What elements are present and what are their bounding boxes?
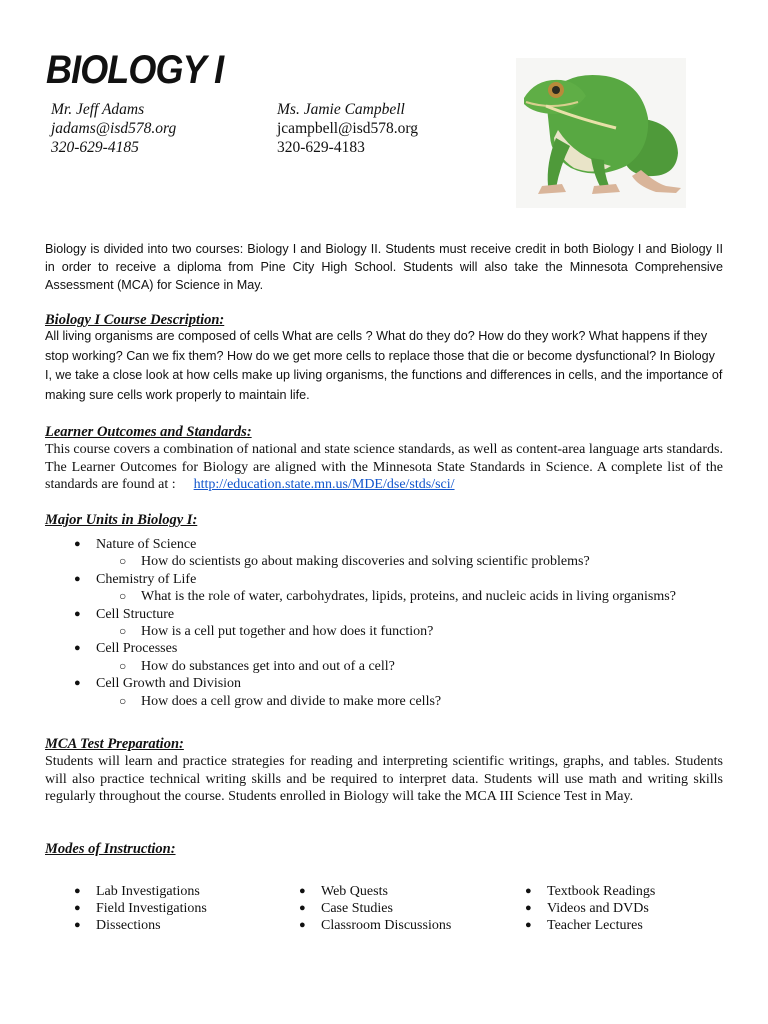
mode-label: Case Studies bbox=[321, 901, 393, 916]
unit-question: What is the role of water, carbohydrates, lipids, proteins, and nucleic acids in living organisms? bbox=[141, 589, 676, 605]
bullet-icon: ● bbox=[74, 538, 81, 550]
bullet-icon: ● bbox=[525, 885, 532, 897]
bullet-icon: ● bbox=[525, 902, 532, 914]
bullet-icon: ● bbox=[74, 642, 81, 655]
mode-label: Dissections bbox=[96, 918, 161, 933]
circle-bullet-icon: ○ bbox=[119, 589, 127, 604]
mode-label: Lab Investigations bbox=[96, 884, 200, 899]
list-item bbox=[45, 658, 745, 675]
list-item bbox=[45, 675, 745, 692]
bullet-icon: ● bbox=[525, 919, 532, 931]
bullet-icon: ● bbox=[74, 572, 81, 585]
circle-bullet-icon: ○ bbox=[119, 623, 127, 638]
teacher-phone: 320-629-4185 bbox=[51, 139, 139, 156]
unit-question: How do scientists go about making discoveries and solving scientific problems? bbox=[141, 554, 590, 570]
unit-name: Cell Growth and Division bbox=[96, 676, 242, 692]
teacher-phone: 320-629-4183 bbox=[277, 139, 365, 156]
circle-bullet-icon: ○ bbox=[119, 554, 127, 569]
mode-label: Textbook Readings bbox=[547, 884, 656, 899]
page-title: BIOLOGY I bbox=[46, 48, 224, 92]
learner-outcomes-heading: Learner Outcomes and Standards: bbox=[45, 424, 252, 440]
teacher-name: Ms. Jamie Campbell bbox=[277, 101, 405, 118]
mca-prep-heading: MCA Test Preparation: bbox=[45, 736, 184, 752]
list-item bbox=[45, 640, 745, 657]
list-item bbox=[45, 606, 745, 623]
teacher-email: jadams@isd578.org bbox=[51, 120, 177, 137]
bullet-icon: ● bbox=[299, 919, 306, 931]
unit-question: How do substances get into and out of a cell? bbox=[141, 658, 395, 674]
course-description-heading: Biology I Course Description: bbox=[45, 312, 225, 328]
learner-outcomes-body: This course covers a combination of national and state science standards, as well as content-area language arts standards. The Learner Outcomes for Biology are aligned with the Minnesota State Standards in Science. A complete list of the standards are found at : bbox=[45, 442, 723, 493]
bullet-icon: ● bbox=[74, 677, 81, 690]
mode-label: Web Quests bbox=[321, 884, 388, 899]
modes-heading: Modes of Instruction: bbox=[45, 841, 176, 857]
bullet-icon: ● bbox=[299, 902, 306, 914]
learner-outcomes-text bbox=[45, 441, 723, 494]
mode-label: Classroom Discussions bbox=[321, 918, 452, 933]
unit-question: How does a cell grow and divide to make more cells? bbox=[141, 693, 442, 709]
unit-name: Cell Processes bbox=[96, 641, 178, 657]
list-item bbox=[45, 536, 745, 553]
list-item bbox=[45, 588, 745, 605]
list-item bbox=[45, 553, 745, 570]
major-units-list bbox=[45, 536, 745, 710]
unit-name: Nature of Science bbox=[96, 537, 197, 552]
bullet-icon: ● bbox=[74, 607, 81, 620]
course-description-text: All living organisms are composed of cells What are cells ? What do they do? How do they work? What happens if they stop working? Can we fix them? How do we get more cells to replace those that die or become dysfunctional? In Biology I, we take a close look at how cells make up living organisms, the functions and differences in cells, and the importance of making sure cells work properly to maintain life. bbox=[45, 329, 723, 402]
list-item bbox=[45, 623, 745, 640]
bullet-icon: ● bbox=[299, 885, 306, 897]
mca-prep-text: Students will learn and practice strategies for reading and interpreting scientific writings, graphs, and tables. Students will also practice technical writing skills and be required to interpret data. Students will use math and writing skills regularly throughout the course. Students enrolled in Biology will take the MCA III Science Test in May. bbox=[45, 754, 723, 805]
teacher-email: jcampbell@isd578.org bbox=[277, 120, 418, 137]
list-item bbox=[45, 571, 745, 588]
bullet-icon: ● bbox=[74, 902, 81, 914]
unit-question: How is a cell put together and how does it function? bbox=[141, 623, 434, 639]
teacher-contact-2 bbox=[277, 100, 418, 157]
bullet-icon: ● bbox=[74, 885, 81, 897]
list-item bbox=[45, 693, 745, 710]
mode-label: Field Investigations bbox=[96, 901, 207, 916]
mode-label: Teacher Lectures bbox=[547, 918, 643, 933]
unit-name: Cell Structure bbox=[96, 606, 175, 622]
frog-image bbox=[516, 58, 686, 208]
teacher-contact-1 bbox=[51, 100, 176, 157]
intro-paragraph: Biology is divided into two courses: Biology I and Biology II. Students must receive credit in both Biology I and Biology II in order to receive a diploma from Pine City High School. Students will also take the Minnesota Comprehensive Assessment (MCA) for Science in May. bbox=[45, 242, 723, 292]
unit-name: Chemistry of Life bbox=[96, 571, 197, 587]
mode-label: Videos and DVDs bbox=[547, 901, 649, 916]
major-units-heading: Major Units in Biology I: bbox=[45, 512, 198, 528]
circle-bullet-icon: ○ bbox=[119, 693, 127, 708]
bullet-icon: ● bbox=[74, 919, 81, 931]
circle-bullet-icon: ○ bbox=[119, 658, 127, 673]
teacher-name: Mr. Jeff Adams bbox=[51, 101, 145, 118]
standards-link[interactable]: http://education.state.mn.us/MDE/dse/stds/sci/ bbox=[193, 477, 455, 493]
